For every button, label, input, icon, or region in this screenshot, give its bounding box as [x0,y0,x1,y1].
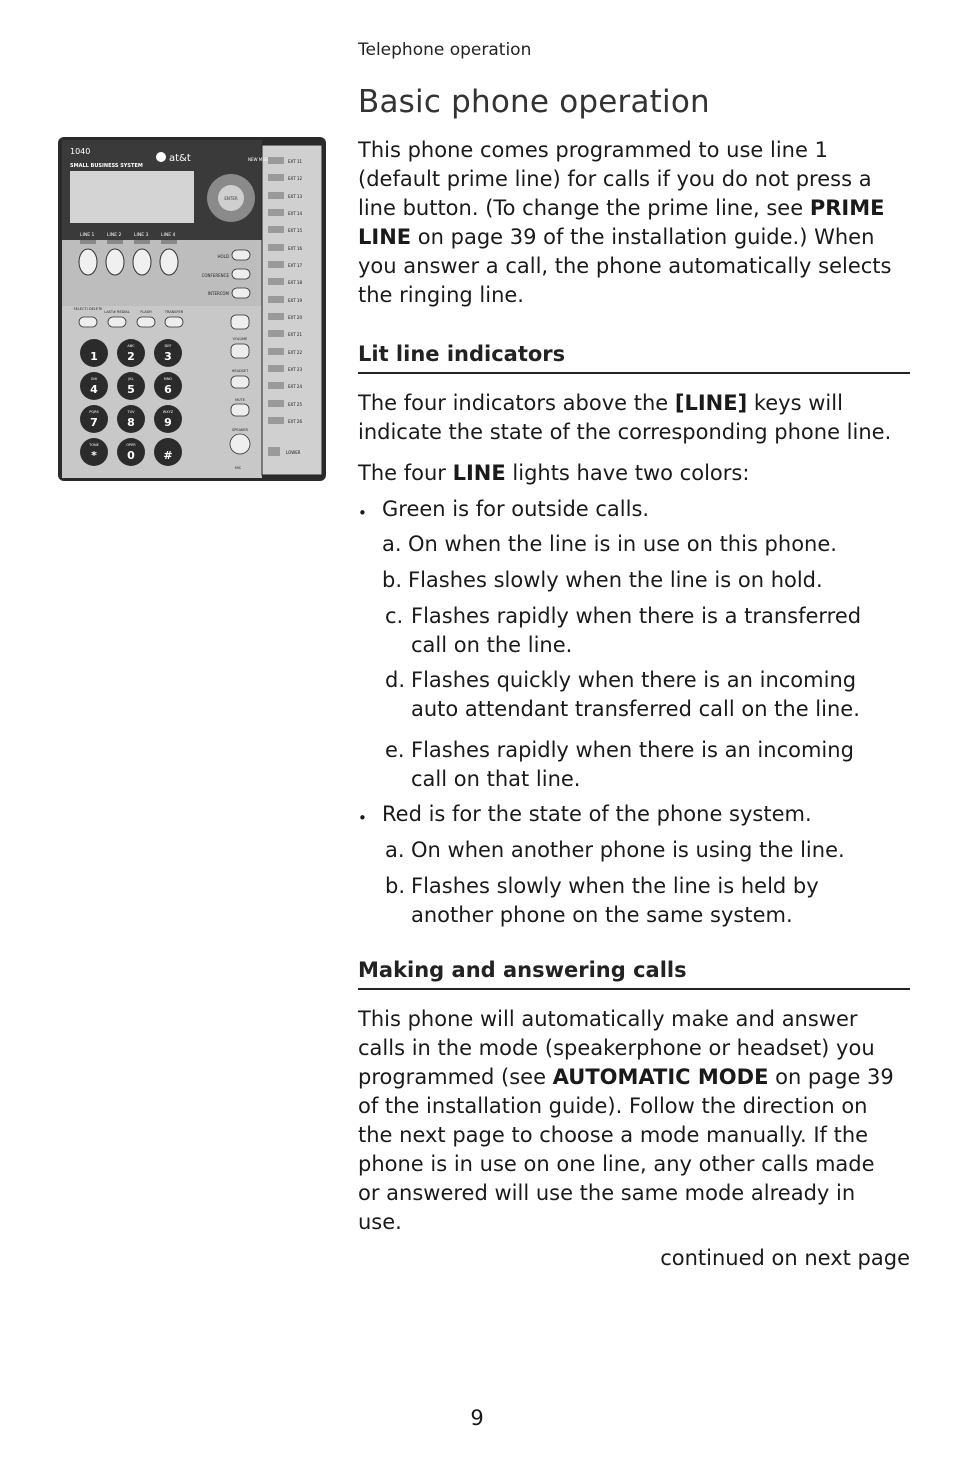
svg-text:FLASH: FLASH [140,310,152,314]
svg-text:EXT 15: EXT 15 [288,228,303,233]
svg-text:MNO: MNO [163,377,173,381]
svg-text:EXT 18: EXT 18 [288,280,303,285]
svg-text:EXT 13: EXT 13 [288,194,303,199]
phone-illustration [58,137,326,481]
svg-text:EXT 11: EXT 11 [288,159,303,164]
svg-text:LINE 1: LINE 1 [80,233,95,238]
svg-text:EXT 20: EXT 20 [288,315,303,320]
svg-text:EXT 26: EXT 26 [288,419,303,424]
phone-display [70,171,194,223]
svg-text:INTERCOM: INTERCOM [207,291,229,296]
svg-text:LINE 3: LINE 3 [134,233,149,238]
enter-label: ENTER [224,196,238,201]
svg-text:LINE 4: LINE 4 [161,233,176,238]
lit-paragraph-2: The four LINE lights have two colors: [358,461,750,485]
svg-text:OPER: OPER [126,443,136,447]
svg-text:DEF: DEF [164,344,172,348]
svg-text:0: 0 [127,449,135,462]
svg-text:EXT 19: EXT 19 [288,298,303,303]
att-logo-icon [156,152,166,162]
lit-line-heading: Lit line indicators [358,342,910,374]
svg-text:WXYZ: WXYZ [162,410,174,414]
svg-text:9: 9 [164,416,172,429]
svg-text:EXT 17: EXT 17 [288,263,303,268]
svg-text:MUTE: MUTE [235,398,245,402]
svg-text:HOLD: HOLD [217,254,229,259]
continued-note: continued on next page [660,1246,910,1270]
phone-brand: at&t [169,153,191,164]
svg-text:4: 4 [90,383,98,396]
svg-text:EXT 22: EXT 22 [288,350,303,355]
svg-text:TRANSFER: TRANSFER [164,310,184,314]
lower-label: LOWER [286,450,301,455]
svg-text:*: * [91,449,97,462]
making-calls-heading: Making and answering calls [358,958,910,990]
side-buttons [232,250,250,298]
svg-text:HEADSET: HEADSET [231,369,249,373]
svg-text:GHI: GHI [90,377,98,381]
phone-system-label: SMALL BUSINESS SYSTEM [70,163,143,169]
svg-text:TONE: TONE [89,443,99,447]
svg-text:7: 7 [90,416,98,429]
svg-text:6: 6 [164,383,172,396]
making-calls-paragraph: This phone will automatically make and answer calls in the mode (speakerphone or headset) you programmed (see AUTOMATIC MODE on page 39 of the installation guide). Follow the direction on the next page to choose a mode manually. If the phone is in use on one line, any other calls made or answered will use the same mode already in use. [358,1007,894,1234]
svg-text:VOLUME: VOLUME [232,337,248,341]
svg-text:EXT 21: EXT 21 [288,332,303,337]
svg-text:EXT 25: EXT 25 [288,402,303,407]
svg-text:ABC: ABC [127,344,135,348]
svg-text:5: 5 [127,383,135,396]
svg-text:1: 1 [90,350,98,363]
svg-text:SELECT/ DELETE: SELECT/ DELETE [73,307,103,311]
phone-model: 1040 [70,147,91,156]
svg-text:8: 8 [127,416,135,429]
page-title: Basic phone operation [358,84,710,120]
svg-text:EXT 16: EXT 16 [288,246,303,251]
intro-paragraph: This phone comes programmed to use line 1 (default prime line) for calls if you do not press a line button. (To change the prime line, see PRIME LINE on page 39 of the installation guide.) When you answer a call, the phone automatically selects the ringing line. [358,138,892,307]
svg-text:CONFERENCE: CONFERENCE [201,273,229,278]
svg-text:EXT 14: EXT 14 [288,211,303,216]
svg-text:EXT 12: EXT 12 [288,176,303,181]
svg-text:PQRS: PQRS [89,410,99,414]
svg-text:2: 2 [127,350,135,363]
lit-paragraph-1: The four indicators above the [LINE] keys will indicate the state of the corresponding phone line. [358,391,892,444]
running-head: Telephone operation [358,40,532,60]
svg-text:SPEAKER: SPEAKER [232,428,248,432]
svg-text:EXT 24: EXT 24 [288,384,303,389]
svg-text:TUV: TUV [127,410,135,414]
page-number: 9 [470,1406,484,1430]
svg-text:MIC: MIC [234,466,242,470]
svg-text:LAST# REDIAL: LAST# REDIAL [104,310,130,314]
svg-text:JKL: JKL [128,377,134,381]
new-msg-label: NEW MSG [248,157,268,162]
svg-text:LINE 2: LINE 2 [107,233,122,238]
svg-text:#: # [163,449,173,462]
svg-text:3: 3 [164,350,172,363]
svg-text:EXT 23: EXT 23 [288,367,303,372]
